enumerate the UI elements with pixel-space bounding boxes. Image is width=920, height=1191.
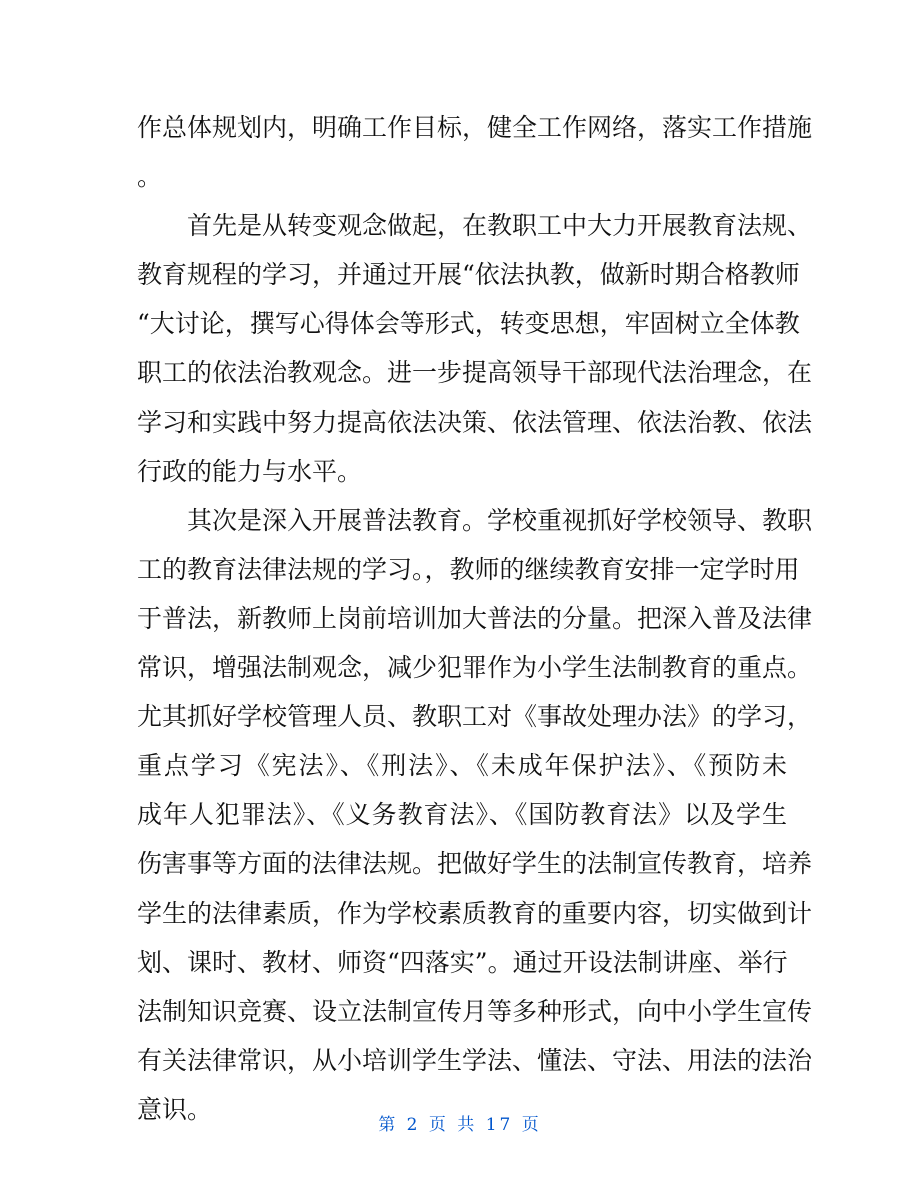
text-line: 划、课时、教材、师资“四落实”。通过开设法制讲座、举行 [137,947,788,977]
text-line: 重点学习《宪法》、《刑法》、《未成年保护法》、《预防未 [137,751,787,781]
text-line: 作总体规划内，明确工作目标，健全工作网络，落实工作措施 [137,113,813,142]
paragraph-start-line: 其次是深入开展普法教育。学校重视抓好学校领导、教职 [187,505,813,535]
text-line: 有关法律常识，从小培训学生学法、懂法、守法、用法的法治 [137,1045,813,1075]
text-line: 伤害事等方面的法律法规。把做好学生的法制宣传教育，培养 [137,849,813,879]
text-line: 教育规程的学习，并通过开展“依法执教，做新时期合格教师 [137,260,800,290]
body-text [137,103,813,1134]
text-line: 行政的能力与水平。 [137,456,363,486]
page-number-footer: 第 2 页 共 17 页 [378,1115,542,1135]
paragraph-start-line: 首先是从转变观念做起，在教职工中大力开展教育法规、 [187,211,813,241]
text-line: 。 [137,162,163,192]
text-line: 职工的依法治教观念。进一步提高领导干部现代法治理念，在 [137,358,813,388]
text-line: 常识，增强法制观念，减少犯罪作为小学生法制教育的重点。 [137,653,813,683]
text-line: 成年人犯罪法》、《义务教育法》、《国防教育法》以及学生 [137,800,787,830]
text-line: “大讨论，撰写心得体会等形式，转变思想，牢固树立全体教 [137,309,800,339]
text-line: 学习和实践中努力提高依法决策、依法管理、依法治教、依法 [137,407,813,437]
text-line: 法制知识竞赛、设立法制宣传月等多种形式，向中小学生宣传 [137,996,813,1026]
text-line: 于普法，新教师上岗前培训加大普法的分量。把深入普及法律 [137,603,813,633]
text-line: 学生的法律素质，作为学校素质教育的重要内容，切实做到计 [137,898,813,928]
text-line: 意识。 [137,1094,213,1124]
text-line: 尤其抓好学校管理人员、教职工对《事故处理办法》的学习， [137,702,813,732]
text-line: 工的教育法律法规的学习。，教师的继续教育安排一定学时用 [137,554,800,584]
